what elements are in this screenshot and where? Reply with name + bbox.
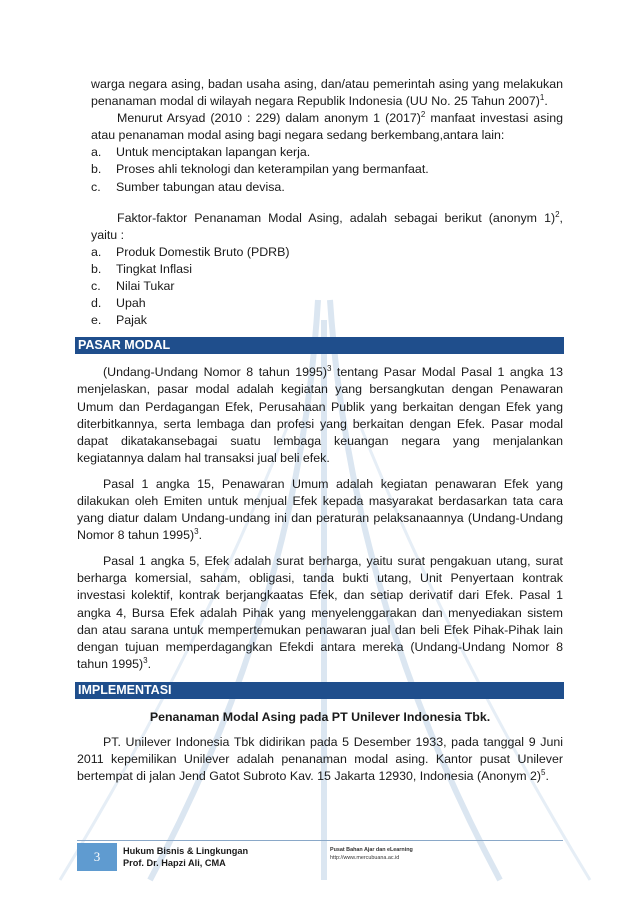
list-marker: d. <box>91 296 102 311</box>
implementasi-paragraph-1 <box>77 734 563 785</box>
section-heading-pasar-modal: PASAR MODAL <box>75 337 564 354</box>
paragraph-text: PT. Unilever Indonesia Tbk didirikan pada 5 Desember 1933, pada tanggal 9 Juni 2011 kepemilikan Unilever adalah penanaman modal asing. Kantor pusat Unilever bertempat di jalan Jend Gatot Subroto Kav. 15 Jakarta 12930, Indonesia (Anonym 2) <box>77 735 563 784</box>
intro-paragraph-3 <box>91 210 563 244</box>
page-content <box>77 76 563 794</box>
page-footer <box>77 840 563 874</box>
footer-course: Hukum Bisnis & Lingkungan <box>123 846 249 856</box>
footnote-ref: 2 <box>420 110 426 120</box>
list-marker: c. <box>91 279 101 294</box>
list-item-text: Produk Domestik Bruto (PDRB) <box>116 244 290 259</box>
footer-institution <box>330 846 413 862</box>
implementasi-title: Penanaman Modal Asing pada PT Unilever Indonesia Tbk. <box>149 709 491 724</box>
intro-block <box>77 76 563 329</box>
paragraph-text: (Undang-Undang Nomor 8 tahun 1995) <box>103 365 327 380</box>
footer-url[interactable]: http://www.mercubuana.ac.id <box>330 855 400 861</box>
intro-paragraph-3-rest: , yaitu : <box>91 210 563 242</box>
footer-divider <box>77 840 563 841</box>
list-item-text: Proses ahli teknologi dan keterampilan yang bermanfaat. <box>116 162 429 177</box>
pasar-modal-paragraph-1 <box>77 364 563 467</box>
list-item <box>91 244 563 261</box>
list-marker: e. <box>91 313 102 328</box>
list-item <box>91 144 563 161</box>
pasar-modal-paragraph-3 <box>77 553 563 673</box>
pasar-modal-paragraph-2 <box>77 476 563 544</box>
list-item-text: Untuk menciptakan lapangan kerja. <box>116 145 311 160</box>
list-item-text: Pajak <box>116 313 147 328</box>
intro-paragraph-2-rest: manfaat investasi asing atau penanaman modal asing bagi negara sedang berkembang,antara lain: <box>91 111 563 143</box>
list-marker: b. <box>91 162 102 177</box>
list-item-text: Sumber tabungan atau devisa. <box>116 179 285 194</box>
intro-paragraph-3-text: Faktor-faktor Penanaman Modal Asing, adalah sebagai berikut (anonym 1) <box>117 210 556 225</box>
intro-paragraph-1-text: warga negara asing, badan usaha asing, dan/atau pemerintah asing yang melakukan penanaman modal di wilayah negara Republik Indonesia (UU No. 25 Tahun 2007) <box>91 77 563 109</box>
paragraph-text: . <box>545 769 549 784</box>
footnote-ref: 3 <box>326 364 332 374</box>
paragraph-text: . <box>147 656 152 671</box>
footer-course-info <box>123 845 248 869</box>
intro-paragraph-1 <box>91 76 563 110</box>
intro-paragraph-1-end: . <box>544 94 548 109</box>
intro-paragraph-2-text: Menurut Arsyad (2010 : 229) dalam anonym 1 (2017) <box>117 111 421 126</box>
list-marker: b. <box>91 261 102 276</box>
benefits-list <box>91 144 563 195</box>
list-item <box>91 161 563 178</box>
footnote-ref: 5 <box>541 768 546 778</box>
factors-list <box>91 244 563 329</box>
list-item-text: Upah <box>116 296 146 311</box>
spacer <box>91 196 563 210</box>
list-item <box>91 261 563 278</box>
list-marker: c. <box>91 179 101 194</box>
footer-center-name: Pusat Bahan Ajar dan eLearning <box>330 847 413 853</box>
paragraph-text: Pasal 1 angka 5, Efek adalah surat berharga, yaitu surat pengakuan utang, surat berharga komersial, saham, obligasi, tanda bukti utang, Unit Penyertaan kontrak investasi kolektif, kontrak berjangkaatas Efek, dan setiap derivatif dari Efek. Pasal 1 angka 4, Bursa Efek adalah Pihak yang menyelenggarakan dan menyediakan sistem dan atau sarana untuk mempertemukan penawaran jual dan beli Efek Pihak-Pihak lain dengan tujuan memperdagangkan Efekdi antara mereka (Undang-Undang Nomor 8 tahun 1995) <box>77 554 563 671</box>
list-item <box>91 312 563 329</box>
list-item <box>91 295 563 312</box>
footnote-ref: 2 <box>555 209 560 219</box>
page-number: 3 <box>77 843 117 871</box>
footnote-ref: 3 <box>143 655 148 665</box>
list-item-text: Tingkat Inflasi <box>116 261 192 276</box>
paragraph-text: . <box>198 528 203 543</box>
paragraph-text: Pasal 1 angka 15, Penawaran Umum adalah kegiatan penawaran Efek yang dilakukan oleh Emiten untuk menjual Efek kepada masyarakat berdasarkan tata cara yang diatur dalam Undang-undang ini dan peraturan pelaksanaannya (Undang-Undang Nomor 8 tahun 1995) <box>77 476 563 543</box>
intro-paragraph-2 <box>91 110 563 144</box>
section-heading-implementasi: IMPLEMENTASI <box>75 682 564 699</box>
list-marker: a. <box>91 244 102 259</box>
footer-author: Prof. Dr. Hapzi Ali, CMA <box>123 858 226 868</box>
paragraph-text: tentang Pasar Modal Pasal 1 angka 13 menjelaskan, pasar modal adalah kegiatan yang bersangkutan dengan Penawaran Umum dan Perdagangan Efek, Perusahaan Publik yang berkaitan dengan Efek yang diterbitkannya, serta lembaga dan profesi yang berkaitan dengan Efek. Pasar modal dapat dikatakansebagai suatu lembaga keuangan negara yang menjalankan kegiatannya dalam hal transaksi jual beli efek. <box>77 365 563 465</box>
footnote-ref: 3 <box>194 527 199 537</box>
list-item <box>91 179 563 196</box>
list-item <box>91 278 563 295</box>
footnote-ref: 1 <box>539 92 545 102</box>
list-item-text: Nilai Tukar <box>116 279 175 294</box>
list-marker: a. <box>91 145 102 160</box>
